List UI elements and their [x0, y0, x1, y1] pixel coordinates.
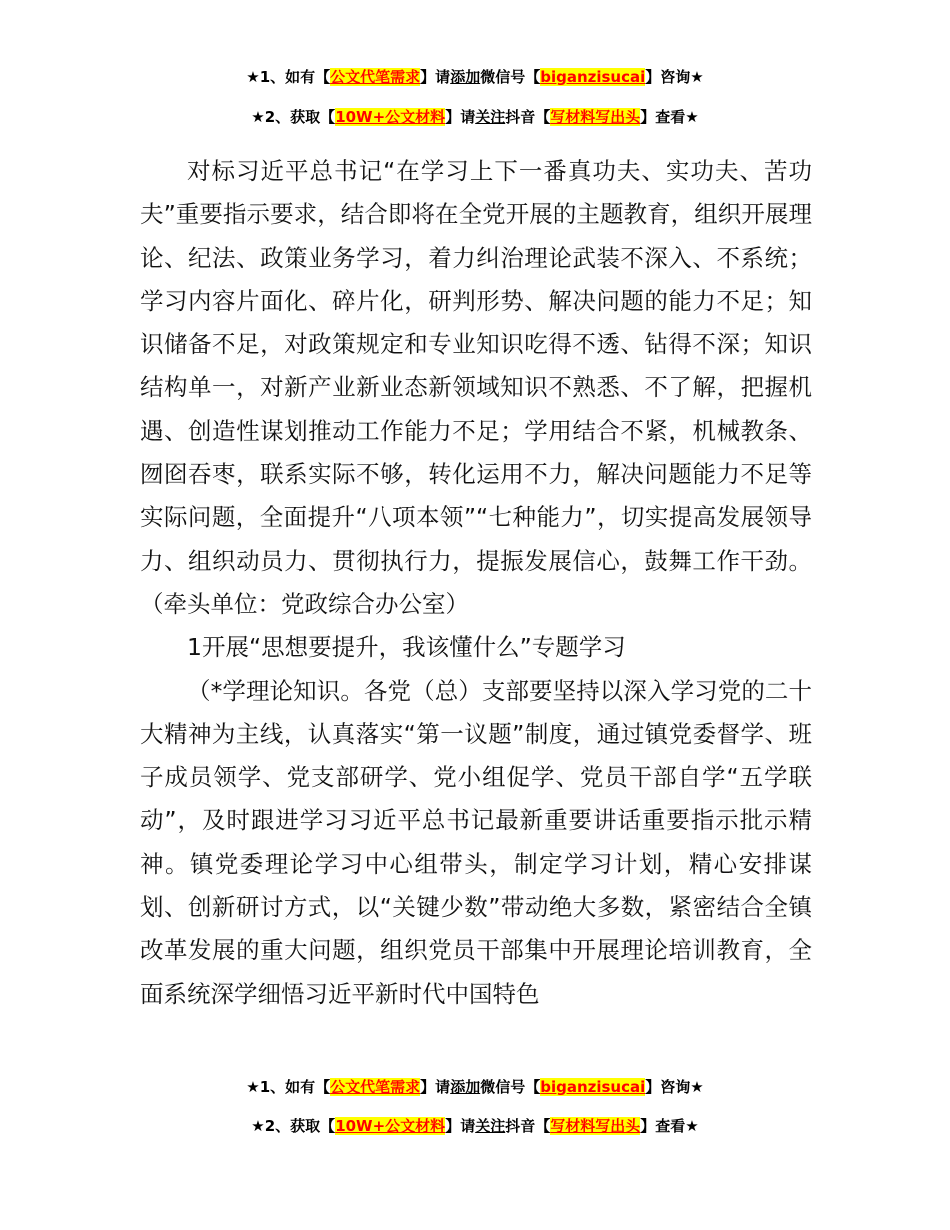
banner-highlight: 写材料写出头: [550, 108, 641, 126]
header-banner-line-1: [0, 66, 950, 88]
document-body: [140, 150, 812, 1016]
banner-text: ★1、如有【: [246, 68, 331, 86]
banner-underlined-text: 关注: [475, 108, 506, 126]
body-paragraph: （*学理论知识。各党（总）支部要坚持以深入学习党的二十大精神为主线，认真落实“第一议题”制度，通过镇党委督学、班子成员领学、党支部研学、党小组促学、党员干部自学“五学联动”，及时跟进学习习近平总书记最新重要讲话重要指示批示精神。镇党委理论学习中心组带头，制定学习计划，精心安排谋划、创新研讨方式，以“关键少数”带动绝大多数，紧密结合全镇改革发展的重大问题，组织党员干部集中开展理论培训教育，全面系统深学细悟习近平新时代中国特色: [140, 676, 812, 1008]
banner-text: 】查看★: [640, 108, 699, 126]
banner-text: 微信号【: [480, 1078, 541, 1096]
banner-underlined-text: 添加: [450, 68, 481, 86]
footer-banner-line-2: [0, 1115, 950, 1137]
banner-highlight: 公文代笔需求: [330, 1078, 421, 1096]
banner-text: 】请: [420, 1078, 451, 1096]
banner-text: 】请: [445, 1117, 476, 1135]
banner-highlight: 公文代笔需求: [330, 68, 421, 86]
banner-highlight: 写材料写出头: [550, 1117, 641, 1135]
banner-text: 】咨询★: [645, 68, 704, 86]
banner-text: 】咨询★: [645, 1078, 704, 1096]
banner-text: ★2、获取【: [251, 1117, 336, 1135]
banner-text: 微信号【: [480, 68, 541, 86]
banner-highlight: 10W+公文材料: [335, 108, 446, 126]
banner-text: 】请: [445, 108, 476, 126]
banner-text: ★1、如有【: [246, 1078, 331, 1096]
banner-text: ★2、获取【: [251, 108, 336, 126]
banner-text: 】查看★: [640, 1117, 699, 1135]
body-paragraph: 对标习近平总书记“在学习上下一番真功夫、实功夫、苦功夫”重要指示要求，结合即将在全党开展的主题教育，组织开展理论、纪法、政策业务学习，着力纠治理论武装不深入、不系统；学习内容片面化、碎片化，研判形势、解决问题的能力不足；知识储备不足，对政策规定和专业知识吃得不透、钻得不深；知识结构单一，对新产业新业态新领域知识不熟悉、不了解，把握机遇、创造性谋划推动工作能力不足；学用结合不紧，机械教条、囫囵吞枣，联系实际不够，转化运用不力，解决问题能力不足等实际问题，全面提升“八项本领”“七种能力”，切实提高发展领导力、组织动员力、贯彻执行力，提振发展信心，鼓舞工作干劲。（牵头单位：党政综合办公室）: [140, 157, 812, 618]
banner-highlight: 10W+公文材料: [335, 1117, 446, 1135]
banner-text: 抖音【: [505, 1117, 551, 1135]
banner-highlight: biganzisucai: [540, 68, 646, 86]
section-heading: 1开展“思想要提升，我该懂什么”专题学习: [187, 633, 626, 662]
header-banner-line-2: [0, 106, 950, 128]
footer-banner-line-1: [0, 1076, 950, 1098]
banner-underlined-text: 关注: [475, 1117, 506, 1135]
banner-text: 抖音【: [505, 108, 551, 126]
banner-text: 】请: [420, 68, 451, 86]
banner-highlight: biganzisucai: [540, 1078, 646, 1096]
banner-underlined-text: 添加: [450, 1078, 481, 1096]
